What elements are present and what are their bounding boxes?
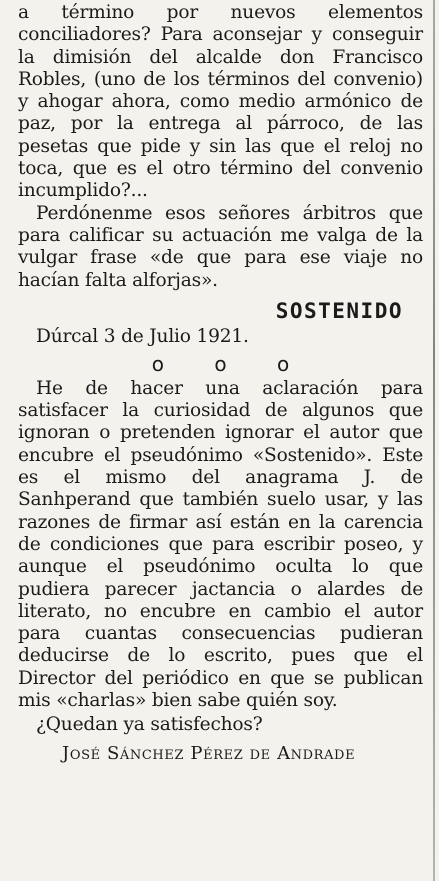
closing-question: ¿Quedan ya satisfechos? (36, 714, 263, 736)
author-signature: José Sánchez Pérez de Andrade (62, 743, 356, 765)
dateline: Dúrcal 3 de Julio 1921. (36, 325, 249, 347)
article-paragraph-1: a término por nuevos elementos conciliadores? Para aconsejar y conseguir la dimisión del alcalde don Francisco Robles, (uno de los términos del convenio) y ahogar ahora, como medio armónico de paz, por la entrega al párroco, de las pesetas que pide y sin las que el reloj no toca, que es el otro término del convenio incumplido?... (18, 2, 423, 202)
article-paragraph-3: He de hacer una aclaración para satisfacer la curiosidad de algunos que ignoran o pretenden ignorar el autor que encubre el pseudónimo «Sostenido». Este es el mismo del anagrama J. de Sanhperand que también suelo usar, y las razones de firmar así están en la carencia de condiciones que para escribir poseo, y aunque el pseudónimo oculta lo que pudiera parecer jactancia o alardes de literato, no encubre en cambio el autor para cuantas consecuencias pudieran deducirse de lo escrito, pues que el Director del periódico en que se publican mis «charlas» bien sabe quién soy. (18, 377, 423, 712)
pseudonym-signature: SOSTENIDO (275, 298, 403, 323)
article-column (18, 2, 423, 766)
article-paragraph-2: Perdónenme esos señores árbitros que para calificar su actuación me valga de la vulgar frase «de que para ese viaje no hacían falta alforjas». (18, 202, 423, 291)
page-edge-rule (433, 0, 435, 881)
section-separator: o o o (151, 351, 312, 376)
